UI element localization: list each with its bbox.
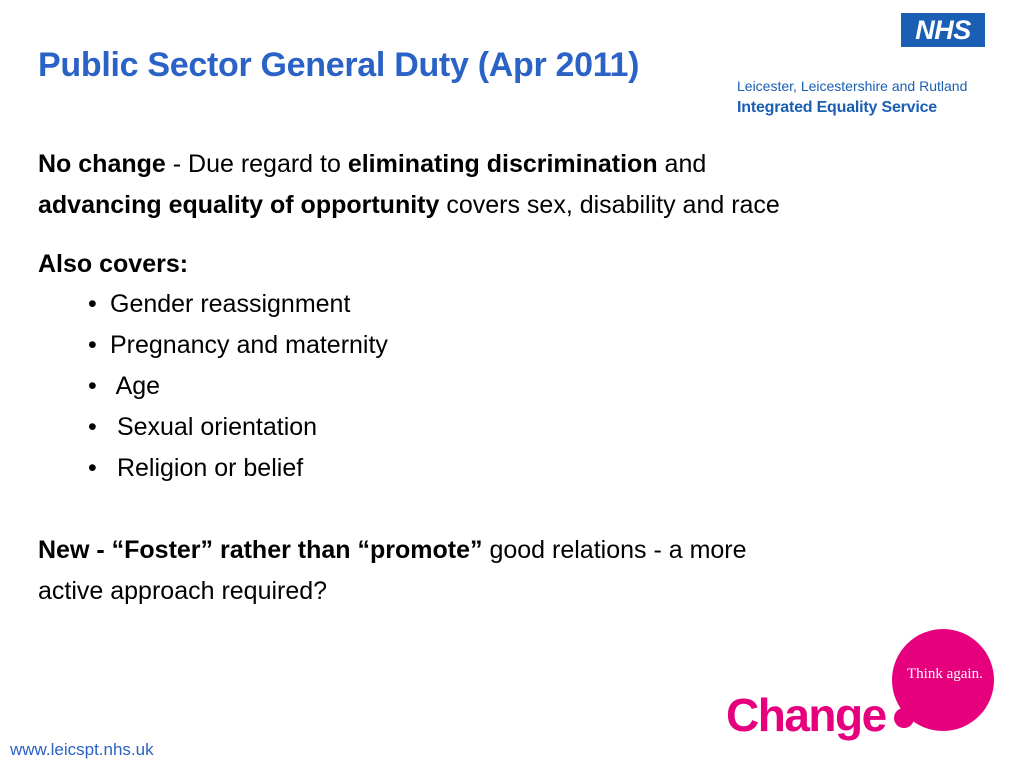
think-again-tagline: Think again.: [907, 666, 983, 682]
foster-paragraph-line2: active approach required?: [38, 577, 328, 605]
bullet-icon: •: [88, 290, 97, 318]
list-item-text: Religion or belief: [110, 454, 304, 482]
org-name-line2: Integrated Equality Service: [737, 99, 938, 116]
foster-rather-than-promote-text: New - “Foster” rather than “promote”: [38, 536, 483, 564]
nhs-logo: NHS: [901, 13, 985, 47]
bullet-icon: •: [88, 413, 97, 441]
and-text: and: [657, 150, 707, 178]
change-logo-text: Change: [726, 689, 886, 741]
list-item: [88, 325, 388, 366]
bullet-icon: •: [88, 372, 97, 400]
foster-paragraph-line1: [38, 530, 747, 571]
no-change-paragraph-line2: [38, 185, 780, 226]
list-item-text: Age: [110, 372, 161, 400]
no-change-paragraph-line1: [38, 144, 706, 185]
list-item: [88, 407, 388, 448]
change-logo-dot-icon: [894, 708, 914, 728]
list-item-text: Gender reassignment: [110, 290, 351, 318]
list-item-text: Sexual orientation: [110, 413, 318, 441]
also-covers-list: [88, 284, 388, 489]
slide-title: Public Sector General Duty (Apr 2011): [38, 46, 640, 84]
list-item: [88, 284, 388, 325]
advancing-equality-text: advancing equality of opportunity: [38, 191, 440, 219]
no-change-label: No change: [38, 150, 166, 178]
bullet-icon: •: [88, 454, 97, 482]
covers-text: covers sex, disability and race: [439, 191, 780, 219]
good-relations-text: good relations - a more: [482, 536, 747, 564]
eliminating-discrimination-text: eliminating discrimination: [347, 150, 658, 178]
footer-website-link[interactable]: www.leicspt.nhs.uk: [10, 740, 154, 759]
list-item-text: Pregnancy and maternity: [110, 331, 388, 359]
due-regard-text: - Due regard to: [165, 150, 348, 178]
list-item: [88, 448, 388, 489]
bullet-icon: •: [88, 331, 97, 359]
list-item: [88, 366, 388, 407]
org-name-line1: Leicester, Leicestershire and Rutland: [737, 78, 968, 94]
also-covers-heading: Also covers:: [38, 250, 189, 278]
